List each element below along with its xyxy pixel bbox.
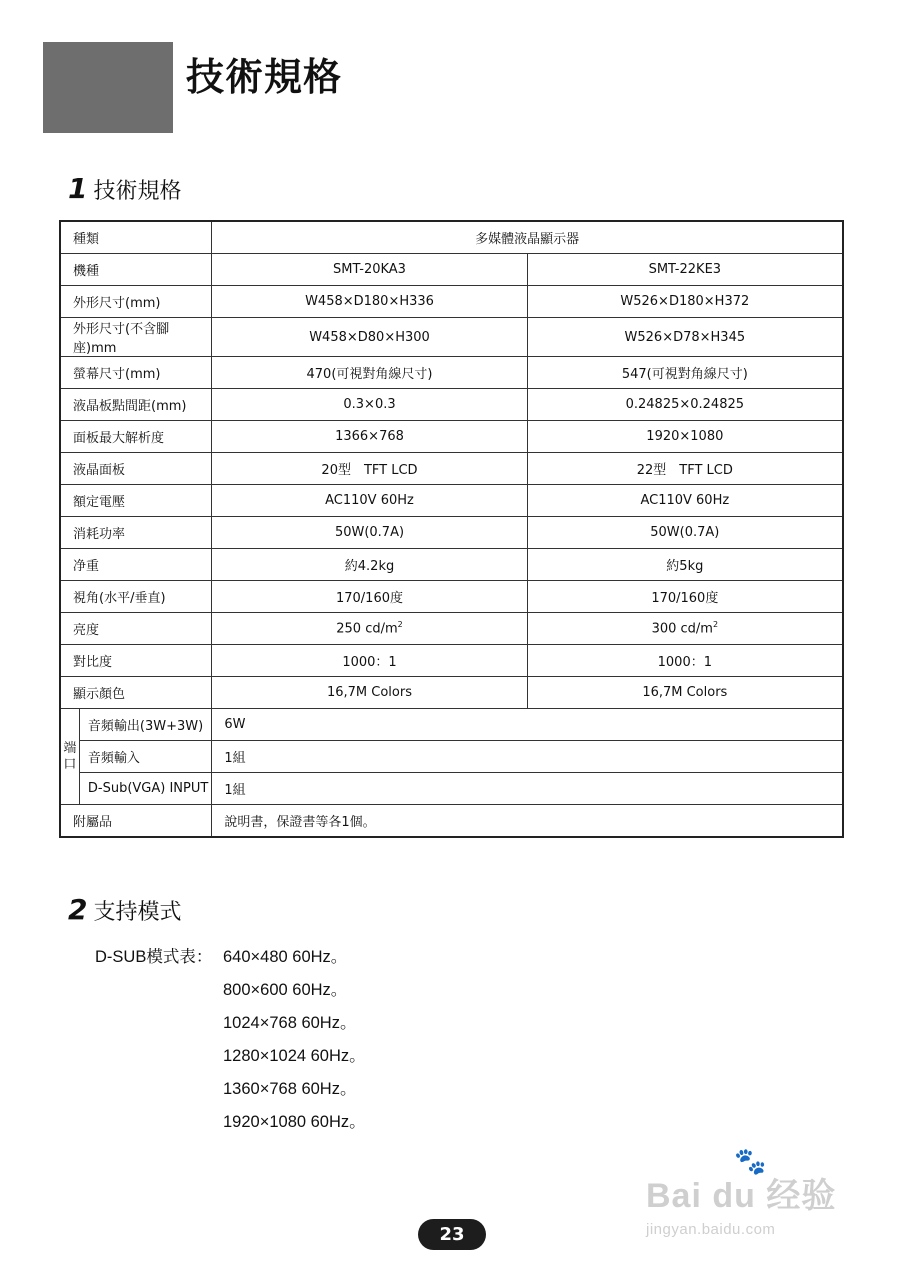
spec-table [59,220,844,838]
row-value-b: 約5kg [527,549,843,581]
row-label: 液晶面板 [60,453,212,485]
row-value-a: 16,7M Colors [212,677,527,709]
paw-icon: 🐾 [734,1146,767,1176]
table-row [60,421,843,453]
mode-item: 640×480 60Hz。 [223,948,348,966]
row-label: 面板最大解析度 [60,421,212,453]
mode-item: 1920×1080 60Hz。 [223,1113,366,1131]
row-value: 多媒體液晶顯示器 [212,221,843,254]
row-label: 對比度 [60,645,212,677]
section-2-title: 支持模式 [93,900,182,925]
table-row [60,741,843,773]
brightness-b: 300 cd/m [651,621,713,637]
table-row [60,221,843,254]
row-label: 機種 [60,254,212,286]
row-value-b: 50W(0.7A) [527,517,843,549]
row-label: 外形尺寸(不含腳座)mm [60,318,212,357]
row-value-a: W458×D80×H300 [212,318,527,357]
brightness-a: 250 cd/m [336,621,398,637]
row-value-b: W526×D180×H372 [527,286,843,318]
watermark-brand: Bai du 经验 [646,1177,837,1215]
table-row [60,485,843,517]
row-value-b: SMT-22KE3 [527,254,843,286]
row-value-a: 50W(0.7A) [212,517,527,549]
row-value-b: 1920×1080 [527,421,843,453]
row-value-a: SMT-20KA3 [212,254,527,286]
row-value-a: 170/160度 [212,581,527,613]
row-value-a: 約4.2kg [212,549,527,581]
page-number: 23 [418,1219,486,1250]
row-value-b: 170/160度 [527,581,843,613]
row-value-a: 470(可視對角線尺寸) [212,357,527,389]
page-title: 技術規格 [186,55,343,99]
row-label: 視角(水平/垂直) [60,581,212,613]
table-row [60,318,843,357]
row-label: 音頻輸入 [79,741,211,773]
watermark-url: jingyan.baidu.com [646,1221,776,1238]
table-row [60,517,843,549]
superscript: 2 [397,620,403,630]
table-row [60,645,843,677]
section-1-heading [68,172,182,205]
mode-item: 1280×1024 60Hz。 [223,1047,366,1065]
row-value-a: AC110V 60Hz [212,485,527,517]
row-label: 消耗功率 [60,517,212,549]
table-row [60,286,843,318]
row-value: 說明書，保證書等各1個。 [212,805,843,838]
row-value-a: W458×D180×H336 [212,286,527,318]
modes-label: D-SUB模式表： [95,948,213,966]
section-2-number: 2 [68,893,88,926]
table-row [60,709,843,741]
section-1-title: 技術規格 [93,179,182,204]
mode-item: 800×600 60Hz。 [223,981,348,999]
table-row [60,254,843,286]
row-value-b: W526×D78×H345 [527,318,843,357]
table-row [60,677,843,709]
table-row [60,389,843,421]
row-label: 附屬品 [60,805,212,838]
row-label: 亮度 [60,613,212,645]
row-label: D-Sub(VGA) INPUT [79,773,211,805]
row-label: 螢幕尺寸(mm) [60,357,212,389]
row-label: 顯示顏色 [60,677,212,709]
table-row [60,773,843,805]
row-value-a: 0.3×0.3 [212,389,527,421]
mode-item: 1360×768 60Hz。 [223,1080,357,1098]
section-2-heading [68,893,182,926]
section-1-number: 1 [68,172,88,205]
table-row [60,581,843,613]
row-value-a: 1366×768 [212,421,527,453]
baidu-watermark [646,1146,837,1238]
ports-group-label: 端口 [60,709,79,805]
row-value-b: 547(可視對角線尺寸) [527,357,843,389]
table-row [60,453,843,485]
table-row [60,613,843,645]
row-label: 净重 [60,549,212,581]
superscript: 2 [712,620,719,630]
mode-item: 1024×768 60Hz。 [223,1014,357,1032]
row-label: 音頻輸出(3W+3W) [79,709,211,741]
row-value: 1組 [212,741,843,773]
row-value-a: 20型 TFT LCD [212,453,527,485]
row-value-a [212,613,527,645]
row-label: 額定電壓 [60,485,212,517]
row-label: 種類 [60,221,212,254]
row-value-b: AC110V 60Hz [527,485,843,517]
row-value: 1組 [212,773,843,805]
row-value-b: 22型 TFT LCD [527,453,843,485]
table-row [60,805,843,838]
header-gray-block [43,42,173,133]
row-label: 液晶板點間距(mm) [60,389,212,421]
row-value-b: 16,7M Colors [527,677,843,709]
table-row [60,357,843,389]
row-label: 外形尺寸(mm) [60,286,212,318]
row-value-b: 0.24825×0.24825 [527,389,843,421]
table-row [60,549,843,581]
row-value-b: 1000：1 [527,645,843,677]
row-value: 6W [212,709,843,741]
row-value-b [527,613,843,645]
row-value-a: 1000：1 [212,645,527,677]
